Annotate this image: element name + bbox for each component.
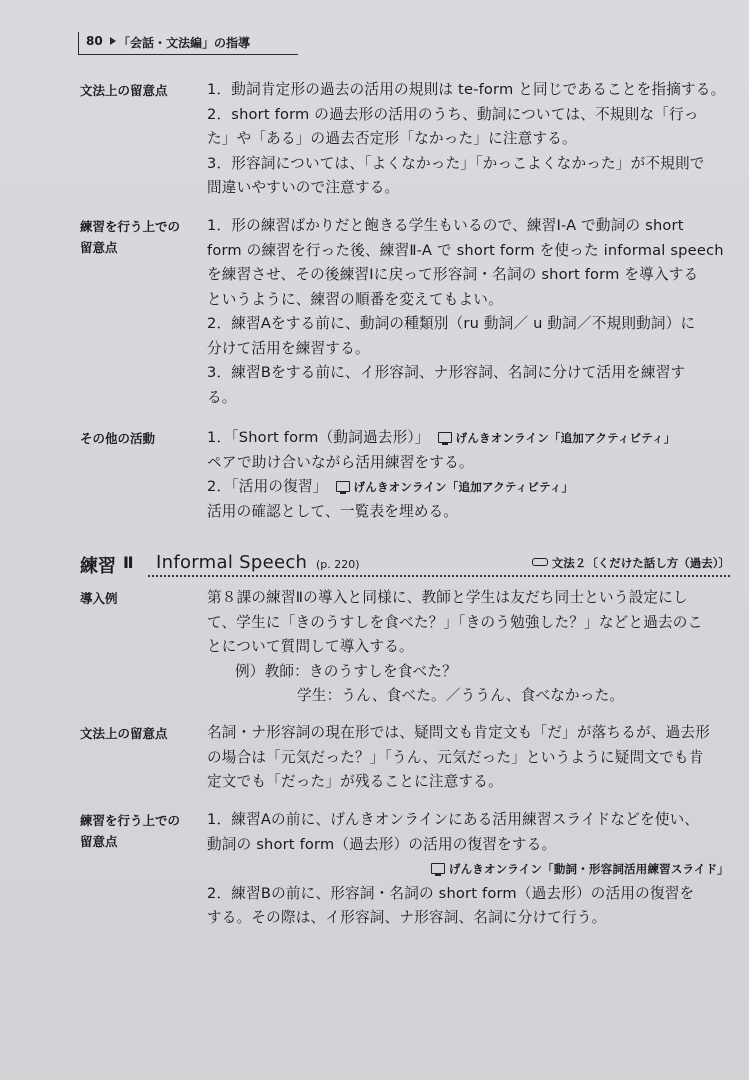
text-line: 分けて活用を練習する。 (207, 339, 370, 357)
example-teacher: 例）教師：きのうすしを食べた？ (235, 662, 457, 680)
text-line: 1．動詞肯定形の過去の活用の規則は te-form と同じであることを指摘する。 (207, 81, 726, 98)
text-line: る。 (207, 388, 237, 406)
online-link: げんきオンライン「動詞・形容詞活用練習スライド」 (448, 862, 729, 876)
triangle-arrow-icon (110, 37, 116, 45)
section-page-ref: (p. 220) (316, 558, 360, 571)
text-line: 定文でも「だった」が残ることに注意する。 (207, 773, 503, 790)
text-line: 活用の確認として、一覧表を埋める。 (207, 502, 459, 520)
other-activities-body (207, 426, 729, 524)
section-heading (78, 552, 730, 578)
text-line: 2．練習Bの前に、形容詞・名詞の short form（過去形）の活用の復習を (207, 884, 695, 902)
text-line: 動詞の short form（過去形）の活用の復習をする。 (207, 835, 557, 853)
text-line: 3．練習Bをする前に、イ形容詞、ナ形容詞、名詞に分けて活用を練習す (207, 364, 686, 381)
text-line: て、学生に「きのうすしを食べた？」「きのう勉強した？」などと過去のこ (207, 613, 703, 631)
text-line: を練習させ、その後練習Ⅰに戻って形容詞・名詞の short form を導入する (207, 266, 699, 283)
page-number: 80 (86, 34, 103, 48)
practice-notes-label-2: 練習を行う上での 留意点 (80, 813, 181, 849)
text-line: というように、練習の順番を変えてもよい。 (207, 290, 503, 308)
online-link-line (207, 857, 729, 882)
intro-body (207, 586, 729, 709)
grammar-notes-body (207, 78, 729, 201)
pointing-hand-icon (532, 558, 548, 566)
text-line: とについて質問して導入する。 (207, 638, 414, 655)
online-link: げんきオンライン「追加アクティビティ」 (353, 480, 574, 494)
text-line: 2．short form の過去形の活用のうち、動詞については、不規則な「行っ (207, 105, 699, 123)
text-line: form の練習を行った後、練習Ⅱ-A で short form を使った informal speech (207, 241, 724, 259)
text-line: 3．形容詞については、「よくなかった」「かっこよくなかった」が不規則で (207, 154, 705, 172)
activity-item (207, 426, 729, 451)
text-line: 1．形の練習ばかりだと飽きる学生もいるので、練習Ⅰ-A で動詞の short (207, 217, 684, 234)
monitor-icon (438, 432, 452, 443)
text-line: の場合は「元気だった？」「うん、元気だった」というように疑問文でも肯 (207, 748, 704, 766)
text-line: ペアで助け合いながら活用練習をする。 (207, 453, 474, 471)
monitor-icon (336, 481, 350, 492)
header-title: 「会話・文法編」の指導 (118, 36, 251, 50)
activity-item (207, 475, 729, 500)
activity-title: 2．「活用の復習」 (207, 478, 328, 495)
intro-label: 導入例 (80, 591, 118, 606)
running-header (78, 32, 298, 55)
text-line: する。その際は、イ形容詞、ナ形容詞、名詞に分けて行う。 (207, 909, 607, 926)
section-english-title: Informal Speech (156, 552, 308, 573)
text-line: 第８課の練習Ⅱの導入と同様に、教師と学生は友だち同士という設定にし (207, 589, 688, 606)
online-link: げんきオンライン「追加アクティビティ」 (455, 431, 676, 445)
header-bracket (78, 32, 79, 54)
section-roman-numeral: Ⅱ (123, 553, 134, 572)
other-activities-label: その他の活動 (80, 431, 156, 446)
activity-title: 1．「Short form（動詞過去形）」 (207, 429, 430, 446)
grammar-reference (532, 555, 730, 571)
monitor-icon (431, 863, 445, 874)
text-line: 2．練習Aをする前に、動詞の種類別（ru 動詞／ u 動詞／不規則動詞）に (207, 315, 696, 332)
example-student: 学生：うん、食べた。／ううん、食べなかった。 (297, 687, 625, 704)
practice-notes-label: 練習を行う上での 留意点 (80, 219, 181, 255)
dotted-rule (148, 575, 730, 577)
grammar-reference-text: 文法２〔くだけた話し方（過去）〕 (551, 556, 730, 570)
grammar-notes-body-2 (207, 721, 729, 795)
grammar-notes-label: 文法上の留意点 (80, 83, 168, 98)
text-line: 1．練習Aの前に、げんきオンラインにある活用練習スライドなどを使い、 (207, 811, 700, 828)
practice-notes-body-2 (207, 808, 729, 931)
practice-notes-body (207, 214, 729, 410)
text-line: 間違いやすいので注意する。 (207, 179, 400, 196)
text-line: た」や「ある」の過去否定形「なかった」に注意する。 (207, 130, 577, 147)
section-title: 練習 (80, 556, 116, 577)
grammar-notes-label-2: 文法上の留意点 (80, 726, 168, 741)
text-line: 名詞・ナ形容詞の現在形では、疑問文も肯定文も「だ」が落ちるが、過去形 (207, 724, 710, 741)
